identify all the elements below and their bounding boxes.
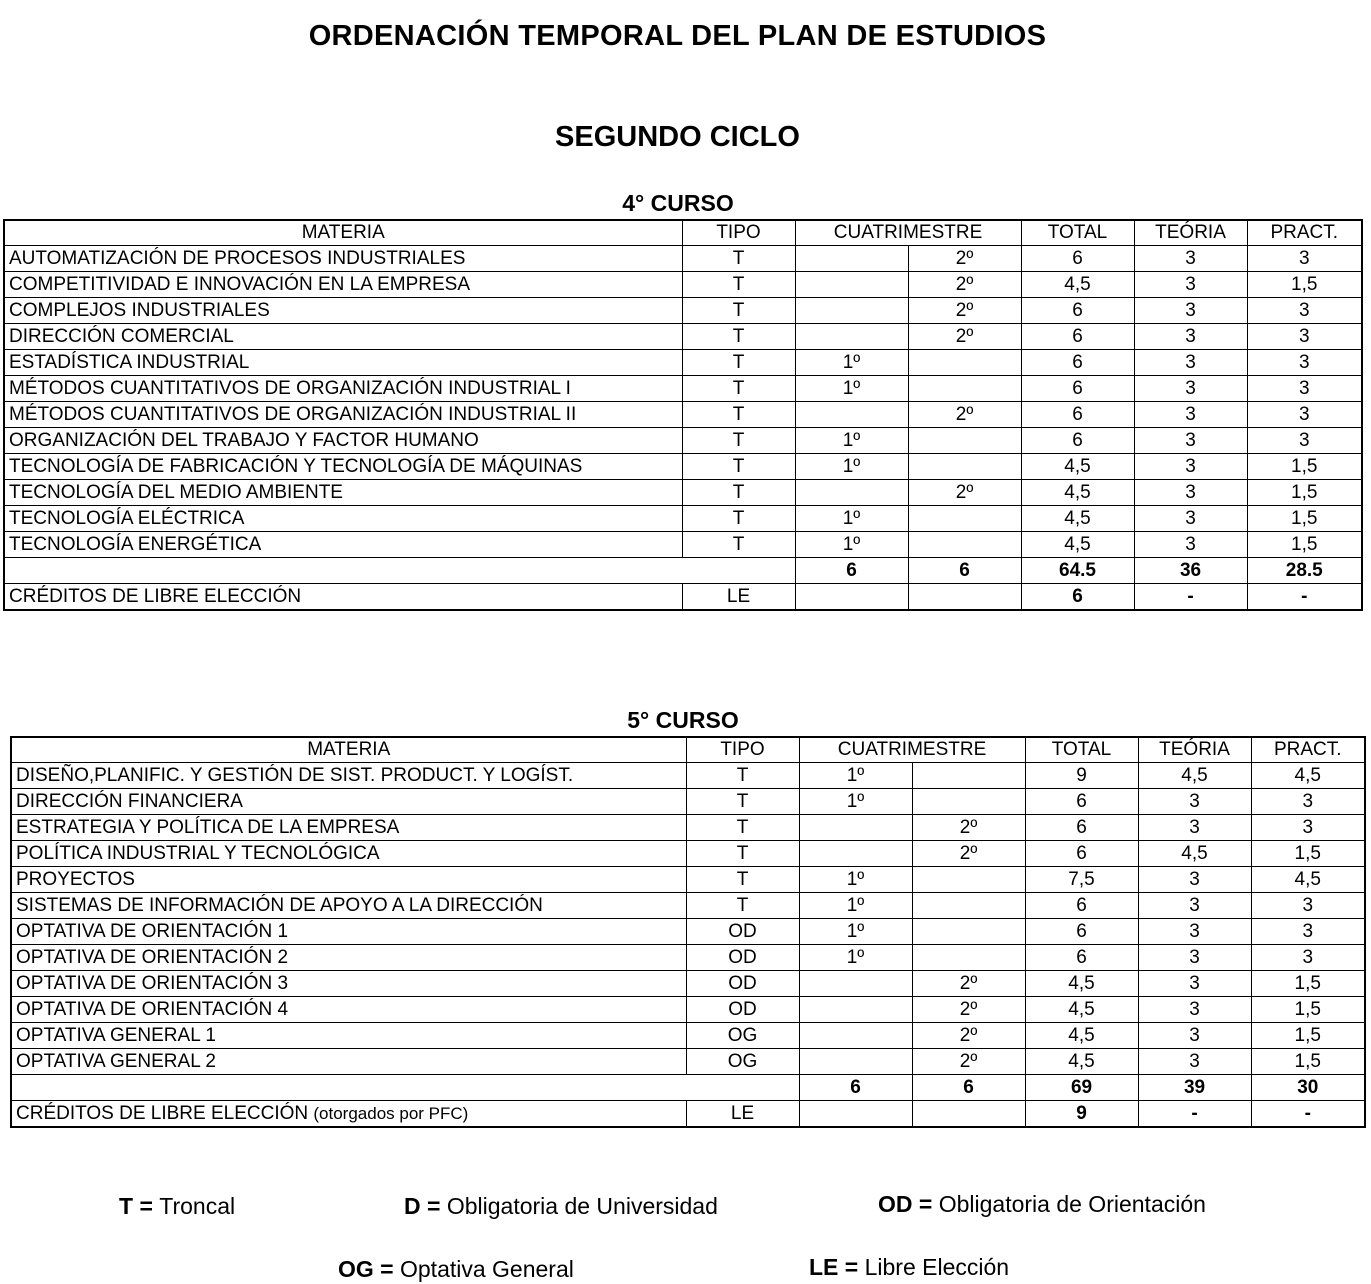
course-5-table (10, 736, 1366, 1128)
cell-tipo: T (686, 763, 799, 789)
cell-total: 4,5 (1021, 532, 1134, 558)
cell-cuatrimestre-1 (799, 997, 912, 1023)
legend-code: T (119, 1193, 134, 1219)
cell-materia: COMPLEJOS INDUSTRIALES (4, 298, 682, 324)
header-teoria: TEÓRIA (1138, 737, 1251, 763)
legend-item-og: OG = Optativa General (338, 1256, 574, 1282)
totals-label-cell (11, 1075, 799, 1101)
cell-pract: 3 (1247, 376, 1362, 402)
header-materia: MATERIA (11, 737, 686, 763)
cell-cuatrimestre-1 (795, 324, 908, 350)
course-4-table (3, 219, 1363, 611)
cell-materia: TECNOLOGÍA ENERGÉTICA (4, 532, 682, 558)
header-cuatrimestre: CUATRIMESTRE (799, 737, 1025, 763)
cell-pract: 1,5 (1251, 1049, 1365, 1075)
table-row (4, 246, 1362, 272)
cell-total: 9 (1025, 1101, 1138, 1128)
cell-pract: 1,5 (1247, 272, 1362, 298)
header-cuatrimestre: CUATRIMESTRE (795, 220, 1021, 246)
table-row (11, 971, 1365, 997)
cell-tipo: LE (686, 1101, 799, 1128)
cell-cuatrimestre-1 (799, 971, 912, 997)
cell-tipo: T (682, 402, 795, 428)
cell-total: 4,5 (1021, 506, 1134, 532)
cell-pract: 1,5 (1251, 841, 1365, 867)
header-tipo: TIPO (686, 737, 799, 763)
cell-tipo: T (686, 867, 799, 893)
cell-pract: 3 (1251, 919, 1365, 945)
cell-tipo: T (682, 376, 795, 402)
cell-total: 6 (1025, 789, 1138, 815)
cell-teoria: - (1134, 584, 1247, 611)
cell-materia: OPTATIVA GENERAL 1 (11, 1023, 686, 1049)
cell-total: 6 (1025, 841, 1138, 867)
legend-desc: Optativa General (400, 1256, 574, 1282)
cell-cuatrimestre-1: 1º (799, 945, 912, 971)
cell-cuatrimestre-2: 2º (908, 480, 1021, 506)
cell-materia: OPTATIVA DE ORIENTACIÓN 4 (11, 997, 686, 1023)
cell-total: 4,5 (1021, 480, 1134, 506)
cell-materia: ESTRATEGIA Y POLÍTICA DE LA EMPRESA (11, 815, 686, 841)
cell-cuatrimestre-1 (799, 815, 912, 841)
table-row (4, 402, 1362, 428)
legend-code: D (404, 1193, 421, 1219)
cell-pract: 3 (1251, 815, 1365, 841)
cell-tipo: T (686, 815, 799, 841)
cell-cuatrimestre-1: 1º (795, 376, 908, 402)
cell-materia: OPTATIVA DE ORIENTACIÓN 2 (11, 945, 686, 971)
cell-tipo: T (686, 841, 799, 867)
cell-teoria: 3 (1138, 1049, 1251, 1075)
cell-cuatrimestre-2: 2º (908, 298, 1021, 324)
cell-teoria: - (1138, 1101, 1251, 1128)
cell-teoria: 4,5 (1138, 763, 1251, 789)
cell-cuatrimestre-2 (912, 763, 1025, 789)
cell-total: 6 (1025, 815, 1138, 841)
cell-tipo: T (682, 532, 795, 558)
cell-teoria: 3 (1138, 815, 1251, 841)
cell-materia: MÉTODOS CUANTITATIVOS DE ORGANIZACIÓN INDUSTRIAL I (4, 376, 682, 402)
legend-code: LE (809, 1254, 839, 1280)
legend-item-t: T = Troncal (119, 1193, 236, 1219)
cell-cuatrimestre-2: 2º (912, 997, 1025, 1023)
cell-tipo: T (682, 246, 795, 272)
total-credits: 64.5 (1021, 558, 1134, 584)
cell-cuatrimestre-1 (795, 246, 908, 272)
table-row (11, 841, 1365, 867)
header-pract: PRACT. (1247, 220, 1362, 246)
total-cuatrimestre-2: 6 (912, 1075, 1025, 1101)
cell-cuatrimestre-1 (795, 272, 908, 298)
page-subtitle: SEGUNDO CICLO (555, 121, 800, 153)
cell-tipo: OG (686, 1049, 799, 1075)
cell-teoria: 3 (1134, 506, 1247, 532)
cell-cuatrimestre-1 (795, 298, 908, 324)
cell-total: 6 (1025, 893, 1138, 919)
table-row (11, 919, 1365, 945)
table-row (11, 893, 1365, 919)
cell-teoria: 3 (1138, 997, 1251, 1023)
total-cuatrimestre-1: 6 (799, 1075, 912, 1101)
cell-pract: 3 (1251, 945, 1365, 971)
course-5-title: 5° CURSO (627, 707, 739, 733)
table-row (4, 376, 1362, 402)
cell-total: 4,5 (1025, 1023, 1138, 1049)
cell-materia: POLÍTICA INDUSTRIAL Y TECNOLÓGICA (11, 841, 686, 867)
cell-tipo: T (682, 480, 795, 506)
cell-cuatrimestre-2: 2º (912, 1023, 1025, 1049)
cell-teoria: 3 (1134, 402, 1247, 428)
cell-cuatrimestre-1: 1º (795, 506, 908, 532)
cell-cuatrimestre-1: 1º (799, 763, 912, 789)
cell-materia: OPTATIVA DE ORIENTACIÓN 1 (11, 919, 686, 945)
cell-teoria: 3 (1134, 428, 1247, 454)
cell-cuatrimestre-1: 1º (799, 867, 912, 893)
cell-cuatrimestre-2: 2º (908, 272, 1021, 298)
cell-materia: ORGANIZACIÓN DEL TRABAJO Y FACTOR HUMANO (4, 428, 682, 454)
cell-cuatrimestre-2: 2º (908, 246, 1021, 272)
cell-pract: 3 (1247, 324, 1362, 350)
cell-cuatrimestre-2: 2º (912, 1049, 1025, 1075)
legend-item-d: D = Obligatoria de Universidad (404, 1193, 718, 1219)
table-row (11, 815, 1365, 841)
header-teoria: TEÓRIA (1134, 220, 1247, 246)
cell-cuatrimestre-2 (912, 789, 1025, 815)
cell-total: 6 (1021, 350, 1134, 376)
cell-pract: 1,5 (1247, 532, 1362, 558)
legend-desc: Obligatoria de Orientación (938, 1191, 1206, 1217)
total-pract: 30 (1251, 1075, 1365, 1101)
cell-cuatrimestre-1 (795, 480, 908, 506)
cell-cuatrimestre-1 (799, 841, 912, 867)
cell-materia: OPTATIVA GENERAL 2 (11, 1049, 686, 1075)
legend-desc: Libre Elección (864, 1254, 1010, 1280)
table-header-row (11, 737, 1365, 763)
total-cuatrimestre-1: 6 (795, 558, 908, 584)
cell-materia: DIRECCIÓN FINANCIERA (11, 789, 686, 815)
cell-tipo: OG (686, 1023, 799, 1049)
libre-eleccion-label: CRÉDITOS DE LIBRE ELECCIÓN (16, 1102, 309, 1124)
cell-tipo: T (682, 298, 795, 324)
cell-teoria: 3 (1138, 893, 1251, 919)
cell-materia: DIRECCIÓN COMERCIAL (4, 324, 682, 350)
cell-cuatrimestre-2 (912, 945, 1025, 971)
cell-cuatrimestre-2: 2º (912, 971, 1025, 997)
cell-total: 4,5 (1021, 454, 1134, 480)
header-total: TOTAL (1021, 220, 1134, 246)
legend-code: OG (338, 1256, 374, 1282)
table-row (4, 480, 1362, 506)
cell-materia: ESTADÍSTICA INDUSTRIAL (4, 350, 682, 376)
total-cuatrimestre-2: 6 (908, 558, 1021, 584)
cell-tipo: OD (686, 997, 799, 1023)
table-row (4, 272, 1362, 298)
cell-pract: 1,5 (1247, 480, 1362, 506)
cell-pract: 3 (1247, 402, 1362, 428)
cell-cuatrimestre-2 (908, 532, 1021, 558)
libre-eleccion-row (11, 1101, 1365, 1128)
table-row (4, 324, 1362, 350)
cell-tipo: T (682, 454, 795, 480)
cell-pract: 4,5 (1251, 763, 1365, 789)
cell-cuatrimestre-1: 1º (799, 893, 912, 919)
cell-materia: AUTOMATIZACIÓN DE PROCESOS INDUSTRIALES (4, 246, 682, 272)
cell-tipo: T (682, 350, 795, 376)
cell-total: 4,5 (1025, 971, 1138, 997)
cell-pract: 3 (1251, 789, 1365, 815)
header-materia: MATERIA (4, 220, 682, 246)
totals-row (11, 1075, 1365, 1101)
cell-teoria: 3 (1134, 324, 1247, 350)
cell-tipo: OD (686, 971, 799, 997)
cell-cuatrimestre-2 (908, 350, 1021, 376)
cell-cuatrimestre-1: 1º (795, 428, 908, 454)
cell-cuatrimestre-1: 1º (795, 350, 908, 376)
table-row (4, 428, 1362, 454)
cell-pract: 1,5 (1251, 1023, 1365, 1049)
cell-tipo: LE (682, 584, 795, 611)
cell-cuatrimestre-1: 1º (799, 789, 912, 815)
cell-teoria: 3 (1138, 1023, 1251, 1049)
cell-pract: 1,5 (1251, 971, 1365, 997)
cell-cuatrimestre-1: 1º (799, 919, 912, 945)
cell-tipo: T (682, 428, 795, 454)
cell-cuatrimestre-2 (908, 506, 1021, 532)
totals-row (4, 558, 1362, 584)
table-row (11, 1023, 1365, 1049)
cell-cuatrimestre-2: 2º (908, 402, 1021, 428)
cell-cuatrimestre-2 (908, 428, 1021, 454)
cell-materia: DISEÑO,PLANIFIC. Y GESTIÓN DE SIST. PRODUCT. Y LOGÍST. (11, 763, 686, 789)
table-row (11, 867, 1365, 893)
cell-teoria: 3 (1134, 272, 1247, 298)
cell-materia: TECNOLOGÍA ELÉCTRICA (4, 506, 682, 532)
cell-total: 6 (1021, 298, 1134, 324)
legend-desc: Troncal (159, 1193, 236, 1219)
cell-total: 4,5 (1025, 997, 1138, 1023)
cell-teoria: 3 (1134, 480, 1247, 506)
table-row (4, 350, 1362, 376)
cell-cuatrimestre-1 (799, 1101, 912, 1128)
table-row (11, 997, 1365, 1023)
cell-cuatrimestre-2 (912, 893, 1025, 919)
cell-cuatrimestre-2: 2º (912, 815, 1025, 841)
cell-tipo: T (686, 893, 799, 919)
cell-cuatrimestre-1 (795, 584, 908, 611)
cell-materia: OPTATIVA DE ORIENTACIÓN 3 (11, 971, 686, 997)
legend-item-le: LE = Libre Elección (809, 1254, 1010, 1280)
cell-total: 6 (1021, 324, 1134, 350)
cell-tipo: T (682, 324, 795, 350)
cell-cuatrimestre-1 (795, 402, 908, 428)
cell-pract: 3 (1251, 893, 1365, 919)
cell-cuatrimestre-2: 2º (912, 841, 1025, 867)
cell-pract: 3 (1247, 428, 1362, 454)
libre-eleccion-note: (otorgados por PFC) (313, 1103, 469, 1123)
cell-tipo: T (682, 506, 795, 532)
cell-teoria: 3 (1138, 945, 1251, 971)
cell-total: 6 (1021, 376, 1134, 402)
total-credits: 69 (1025, 1075, 1138, 1101)
cell-pract: 1,5 (1247, 454, 1362, 480)
cell-teoria: 3 (1134, 350, 1247, 376)
cell-total: 4,5 (1025, 1049, 1138, 1075)
cell-cuatrimestre-2 (912, 919, 1025, 945)
cell-teoria: 3 (1134, 298, 1247, 324)
cell-teoria: 3 (1134, 454, 1247, 480)
cell-cuatrimestre-2 (908, 454, 1021, 480)
cell-total: 9 (1025, 763, 1138, 789)
cell-total: 6 (1021, 428, 1134, 454)
cell-pract: 3 (1247, 246, 1362, 272)
cell-tipo: OD (686, 945, 799, 971)
table-row (4, 532, 1362, 558)
cell-materia: MÉTODOS CUANTITATIVOS DE ORGANIZACIÓN INDUSTRIAL II (4, 402, 682, 428)
totals-label-cell (4, 558, 795, 584)
cell-cuatrimestre-1: 1º (795, 454, 908, 480)
table-row (11, 1049, 1365, 1075)
cell-pract: 3 (1247, 298, 1362, 324)
header-total: TOTAL (1025, 737, 1138, 763)
cell-total: 6 (1025, 919, 1138, 945)
cell-teoria: 3 (1134, 532, 1247, 558)
cell-pract: - (1247, 584, 1362, 611)
cell-total: 6 (1021, 246, 1134, 272)
cell-teoria: 3 (1138, 789, 1251, 815)
cell-teoria: 3 (1138, 971, 1251, 997)
cell-materia: PROYECTOS (11, 867, 686, 893)
page-title: ORDENACIÓN TEMPORAL DEL PLAN DE ESTUDIOS (308, 20, 1047, 52)
cell-pract: 4,5 (1251, 867, 1365, 893)
cell-total: 6 (1021, 584, 1134, 611)
cell-pract: 1,5 (1247, 506, 1362, 532)
total-teoria: 39 (1138, 1075, 1251, 1101)
legend-item-od: OD = Obligatoria de Orientación (878, 1191, 1206, 1217)
cell-cuatrimestre-2 (908, 584, 1021, 611)
cell-total: 7,5 (1025, 867, 1138, 893)
table-row (4, 506, 1362, 532)
table-row (4, 298, 1362, 324)
cell-teoria: 3 (1134, 376, 1247, 402)
cell-materia (11, 1101, 686, 1128)
cell-cuatrimestre-1 (799, 1049, 912, 1075)
cell-materia: TECNOLOGÍA DE FABRICACIÓN Y TECNOLOGÍA DE MÁQUINAS (4, 454, 682, 480)
header-pract: PRACT. (1251, 737, 1365, 763)
table-row (4, 454, 1362, 480)
cell-tipo: OD (686, 919, 799, 945)
cell-cuatrimestre-1 (799, 1023, 912, 1049)
cell-cuatrimestre-1: 1º (795, 532, 908, 558)
table-row (11, 789, 1365, 815)
total-teoria: 36 (1134, 558, 1247, 584)
header-tipo: TIPO (682, 220, 795, 246)
cell-materia: TECNOLOGÍA DEL MEDIO AMBIENTE (4, 480, 682, 506)
cell-cuatrimestre-2 (912, 1101, 1025, 1128)
table-header-row (4, 220, 1362, 246)
cell-total: 4,5 (1021, 272, 1134, 298)
total-pract: 28.5 (1247, 558, 1362, 584)
table-row (11, 945, 1365, 971)
libre-eleccion-label: CRÉDITOS DE LIBRE ELECCIÓN (9, 585, 302, 607)
cell-pract: 1,5 (1251, 997, 1365, 1023)
cell-teoria: 4,5 (1138, 841, 1251, 867)
cell-cuatrimestre-2 (912, 867, 1025, 893)
cell-tipo: T (686, 789, 799, 815)
cell-materia (4, 584, 682, 611)
cell-materia: COMPETITIVIDAD E INNOVACIÓN EN LA EMPRESA (4, 272, 682, 298)
libre-eleccion-row (4, 584, 1362, 611)
legend-code: OD (878, 1191, 913, 1217)
cell-total: 6 (1021, 402, 1134, 428)
course-4-title: 4° CURSO (622, 190, 734, 216)
cell-teoria: 3 (1138, 919, 1251, 945)
cell-cuatrimestre-2 (908, 376, 1021, 402)
cell-cuatrimestre-2: 2º (908, 324, 1021, 350)
cell-pract: - (1251, 1101, 1365, 1128)
table-row (11, 763, 1365, 789)
cell-total: 6 (1025, 945, 1138, 971)
cell-pract: 3 (1247, 350, 1362, 376)
cell-tipo: T (682, 272, 795, 298)
cell-materia: SISTEMAS DE INFORMACIÓN DE APOYO A LA DIRECCIÓN (11, 893, 686, 919)
legend-desc: Obligatoria de Universidad (446, 1193, 718, 1219)
cell-teoria: 3 (1134, 246, 1247, 272)
cell-teoria: 3 (1138, 867, 1251, 893)
